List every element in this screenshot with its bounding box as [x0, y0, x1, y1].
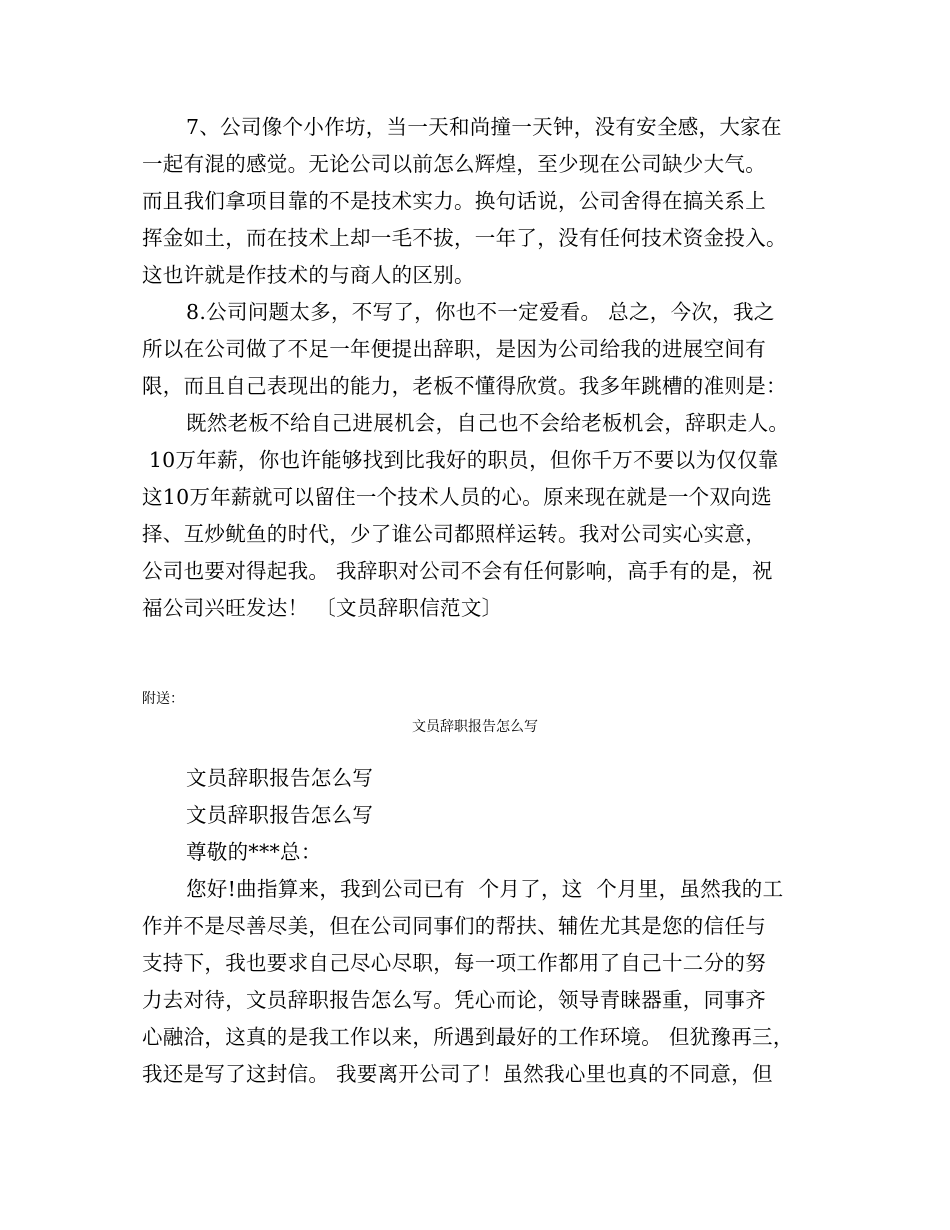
letter-body-line-6: 我还是写了这封信。 我要离开公司了！虽然我心里也真的不同意，但: [142, 1062, 773, 1086]
paragraph-7-line-1: 7、公司像个小作坊，当一天和尚撞一天钟，没有安全感，大家在: [186, 115, 782, 139]
appendix-title: 文员辞职报告怎么写: [412, 719, 538, 735]
paragraph-7-line-3: 而且我们拿项目靠的不是技术实力。换句话说，公司舍得在搞关系上: [142, 189, 766, 213]
letter-body-line-2: 作并不是尽善尽美，但在公司同事们的帮扶、辅佐尤其是您的信任与: [142, 914, 766, 938]
letter-body-line-5: 心融洽，这真的是我工作以来，所遇到最好的工作环境。 但犹豫再三，: [142, 1025, 794, 1049]
paragraph-8-line-9: 福公司兴旺发达！ 〔文员辞职信范文〕: [142, 596, 503, 620]
letter-body-line-3: 支持下，我也要求自己尽心尽职，每一项工作都用了自己十二分的努: [142, 951, 766, 975]
paragraph-8-line-7: 择、互炒鱿鱼的时代，少了谁公司都照样运转。我对公司实心实意，: [142, 522, 766, 546]
paragraph-7-line-4: 挥金如土，而在技术上却一毛不拔，一年了，没有任何技术资金投入。: [142, 226, 787, 250]
paragraph-8-line-4: 既然老板不给自己进展机会，自己也不会给老板机会，辞职走人。: [186, 411, 790, 435]
section-2-heading-1: 文员辞职报告怎么写: [186, 766, 374, 790]
paragraph-7-line-5: 这也许就是作技术的与商人的区别。: [142, 263, 475, 287]
paragraph-8-line-2: 所以在公司做了不足一年便提出辞职，是因为公司给我的进展空间有: [142, 337, 766, 361]
paragraph-8-line-8: 公司也要对得起我。 我辞职对公司不会有任何影响，高手有的是，祝: [142, 559, 773, 583]
paragraph-8-line-5: 10万年薪，你也许能够找到比我好的职员，但你千万不要以为仅仅靠: [142, 448, 779, 472]
appendix-label: 附送：: [142, 691, 184, 707]
paragraph-8-line-6: 这10万年薪就可以留住一个技术人员的心。原来现在就是一个双向选: [142, 485, 772, 509]
letter-body-line-1: 您好!曲指算来，我到公司已有 个月了，这 个月里，虽然我的工: [186, 877, 784, 901]
salutation: 尊敬的***总：: [186, 840, 322, 864]
paragraph-7-line-2: 一起有混的感觉。无论公司以前怎么辉煌，至少现在公司缺少大气。: [142, 152, 766, 176]
letter-body-line-4: 力去对待，文员辞职报告怎么写。凭心而论，领导青睐器重，同事齐: [142, 988, 766, 1012]
section-2-heading-2: 文员辞职报告怎么写: [186, 803, 374, 827]
paragraph-8-line-3: 限，而且自己表现出的能力，老板不懂得欣赏。我多年跳槽的准则是：: [142, 374, 787, 398]
paragraph-8-line-1: 8.公司问题太多，不写了，你也不一定爱看。 总之，今次，我之: [186, 300, 775, 324]
